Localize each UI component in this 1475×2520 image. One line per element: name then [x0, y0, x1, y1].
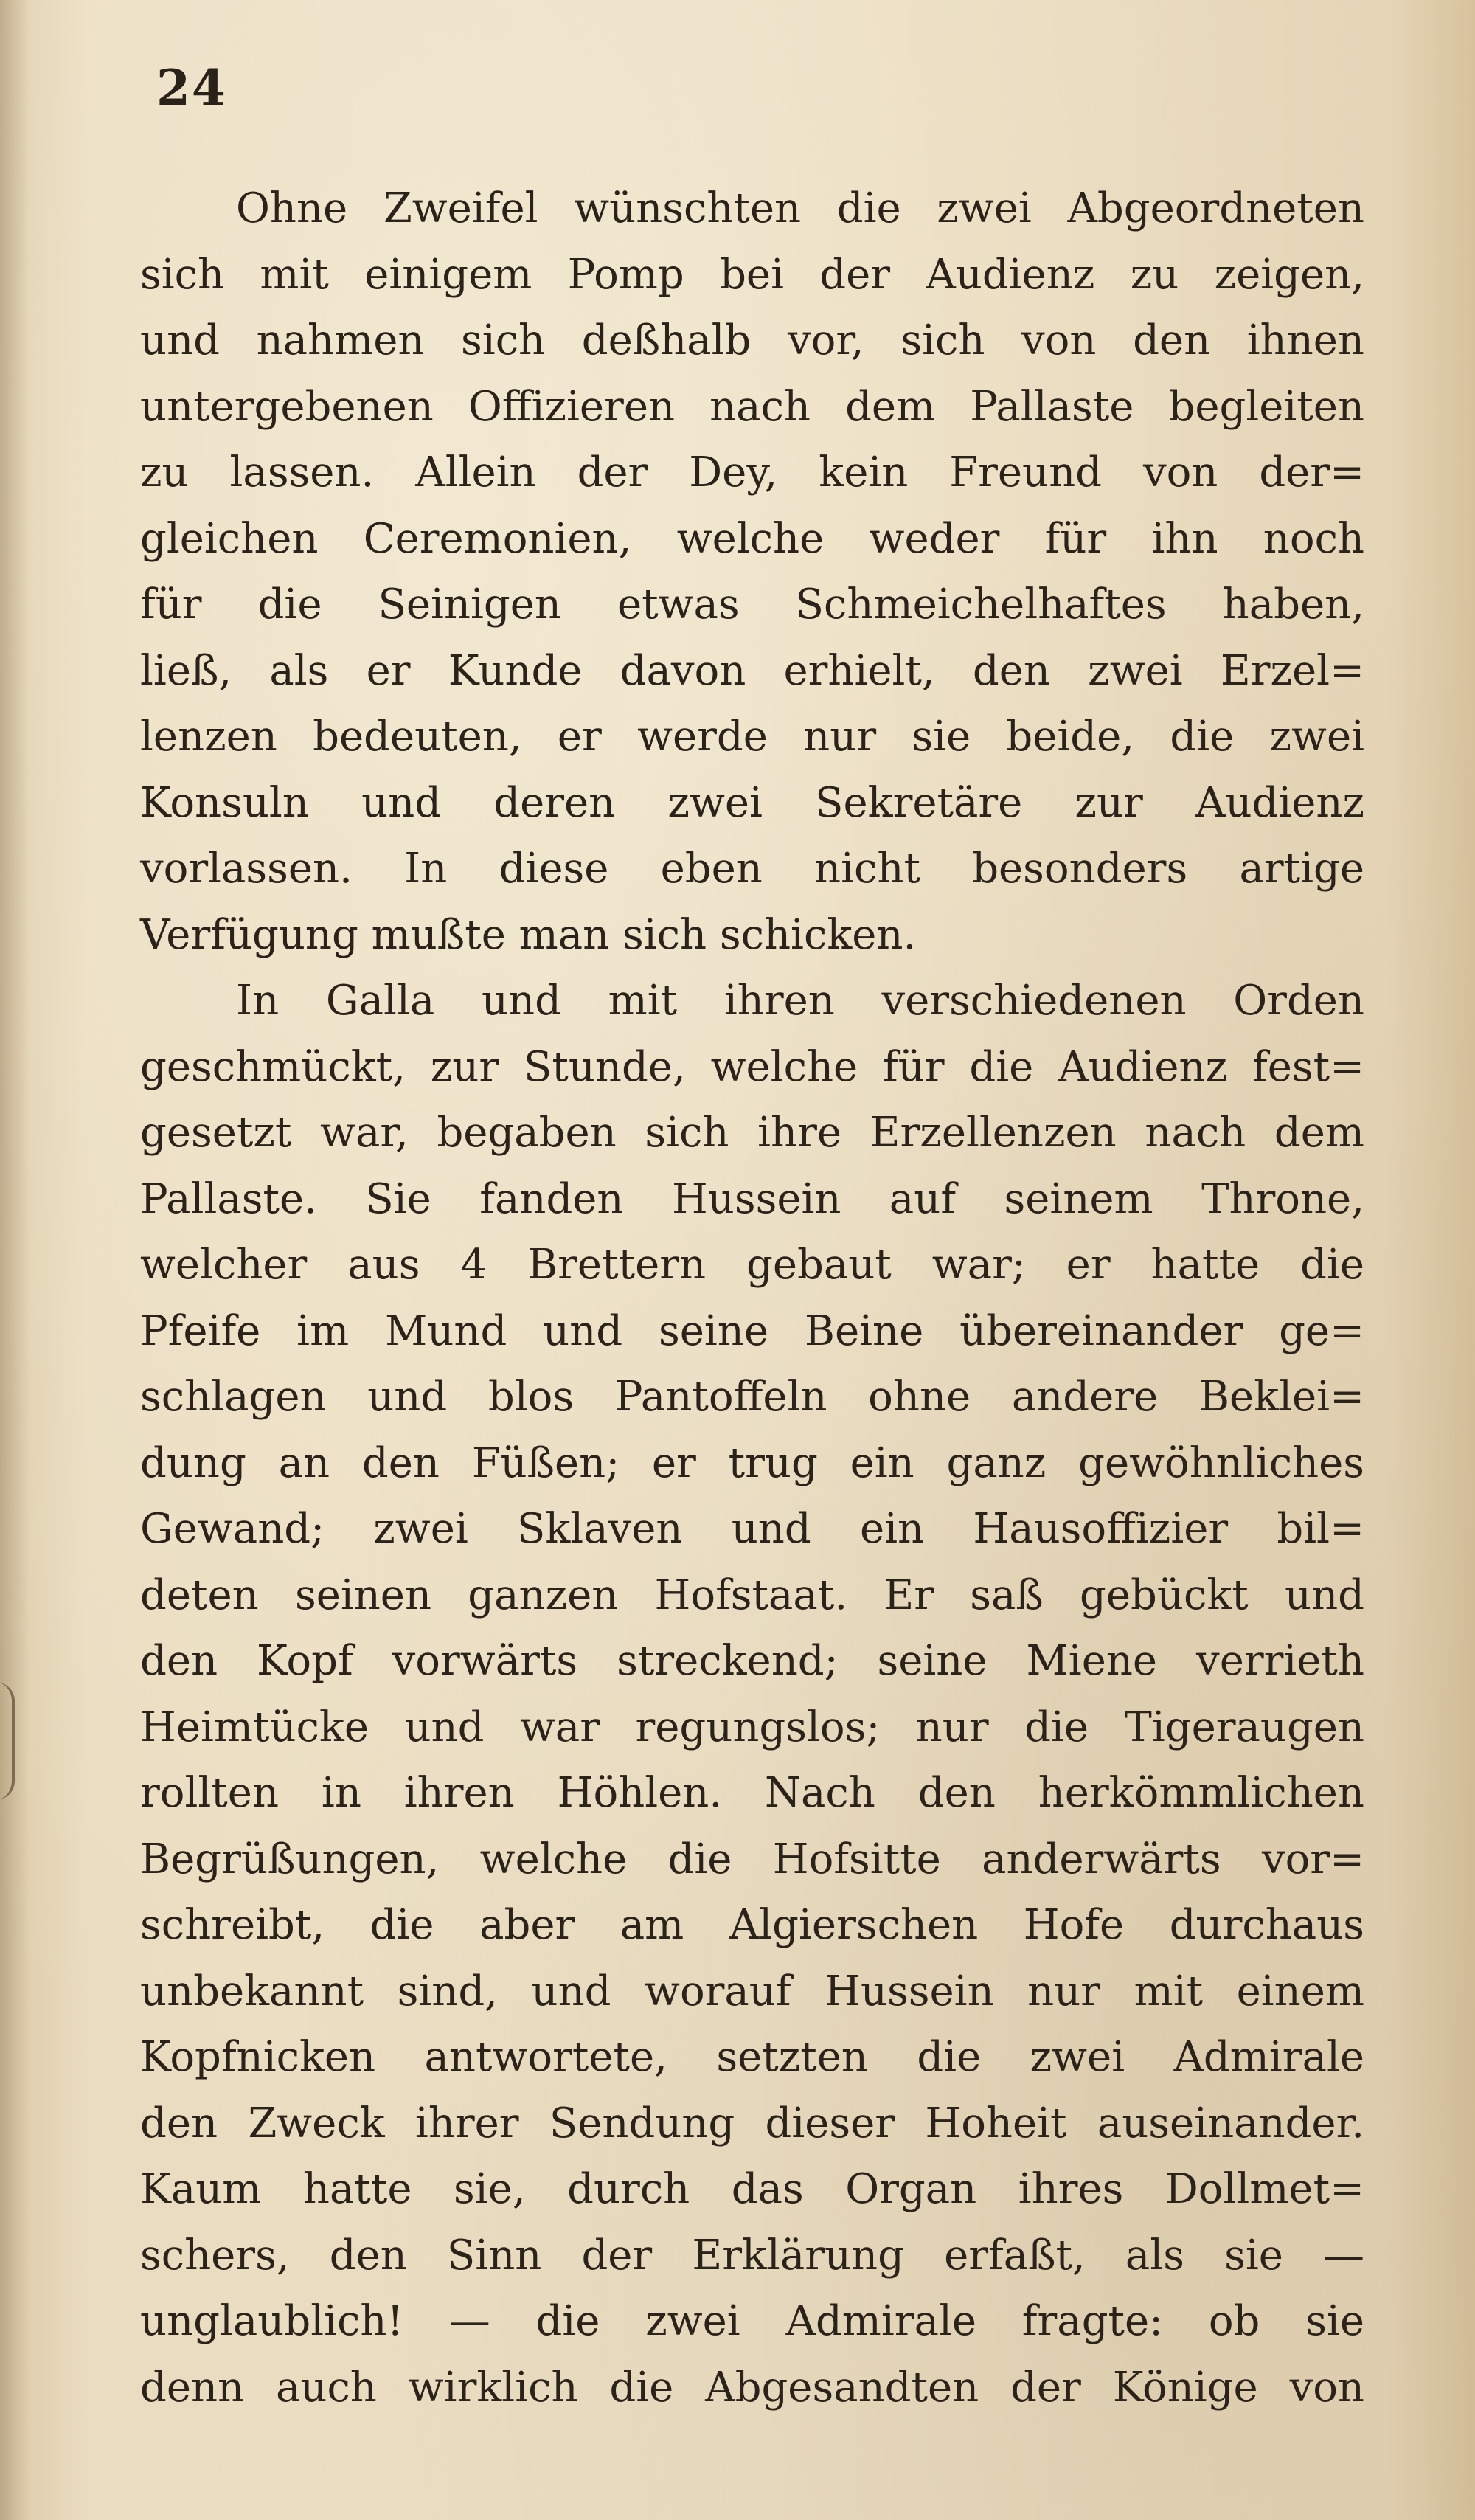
- text-line: Kaum hatte sie, durch das Organ ihres Dollmet=: [140, 2165, 1364, 2213]
- text-line: denn auch wirklich die Abgesandten der Könige von: [140, 2363, 1364, 2412]
- body-text: [140, 176, 1364, 2420]
- text-line: rollten in ihren Höhlen. Nach den herkömmlichen: [140, 1769, 1364, 1817]
- text-line: unbekannt sind, und worauf Hussein nur mit einem: [140, 1967, 1364, 2015]
- text-line: In Galla und mit ihren verschiedenen Orden: [236, 977, 1364, 1025]
- text-line: Begrüßungen, welche die Hofsitte anderwärts vor=: [140, 1835, 1364, 1883]
- text-line: Gewand; zwei Sklaven und ein Hausoffizier bil=: [140, 1505, 1364, 1553]
- text-line: lenzen bedeuten, er werde nur sie beide, die zwei: [140, 713, 1364, 761]
- text-line: und nahmen sich deßhalb vor, sich von den ihnen: [140, 316, 1364, 364]
- text-line: schers, den Sinn der Erklärung erfaßt, als sie —: [140, 2231, 1364, 2280]
- page-edge-mark: [0, 1682, 15, 1800]
- text-line: Heimtücke und war regungslos; nur die Tigeraugen: [140, 1703, 1364, 1751]
- text-line: schlagen und blos Pantoffeln ohne andere Beklei=: [140, 1373, 1364, 1421]
- text-line: gesetzt war, begaben sich ihre Erzellenzen nach dem: [140, 1109, 1364, 1157]
- text-line: zu lassen. Allein der Dey, kein Freund von der=: [140, 449, 1364, 496]
- text-line: Ohne Zweifel wünschten die zwei Abgeordneten: [236, 184, 1364, 232]
- text-line: den Zweck ihrer Sendung dieser Hoheit auseinander.: [140, 2099, 1364, 2147]
- text-line: schreibt, die aber am Algierschen Hofe durchaus: [140, 1901, 1364, 1949]
- text-line: unglaublich! — die zwei Admirale fragte: ob sie: [140, 2297, 1364, 2345]
- text-line: für die Seinigen etwas Schmeichelhaftes haben,: [140, 581, 1364, 629]
- text-line: Konsuln und deren zwei Sekretäre zur Audienz: [140, 778, 1364, 827]
- text-line: Pallaste. Sie fanden Hussein auf seinem Throne,: [140, 1174, 1364, 1223]
- text-line: ließ, als er Kunde davon erhielt, den zwei Erzel=: [140, 646, 1364, 695]
- text-line: untergebenen Offizieren nach dem Pallaste begleiten: [140, 382, 1364, 431]
- gutter-shadow: [0, 0, 30, 2520]
- text-line: geschmückt, zur Stunde, welche für die Audienz fest=: [140, 1042, 1364, 1091]
- text-line: sich mit einigem Pomp bei der Audienz zu zeigen,: [140, 250, 1364, 299]
- text-line: den Kopf vorwärts streckend; seine Miene verrieth: [140, 1637, 1364, 1685]
- text-line: gleichen Ceremonien, welche weder für ihn noch: [140, 514, 1364, 563]
- text-line: welcher aus 4 Brettern gebaut war; er hatte die: [140, 1241, 1364, 1289]
- page-number: 24: [156, 59, 227, 117]
- text-line: Pfeife im Mund und seine Beine übereinander ge=: [140, 1306, 1364, 1355]
- text-line: Kopfnicken antwortete, setzten die zwei Admirale: [140, 2033, 1364, 2081]
- text-line: vorlassen. In diese eben nicht besonders artige: [140, 845, 1364, 893]
- text-line: Verfügung mußte man sich schicken.: [140, 910, 917, 959]
- text-line: dung an den Füßen; er trug ein ganz gewöhnliches: [140, 1439, 1364, 1487]
- text-line: deten seinen ganzen Hofstaat. Er saß gebückt und: [140, 1571, 1364, 1619]
